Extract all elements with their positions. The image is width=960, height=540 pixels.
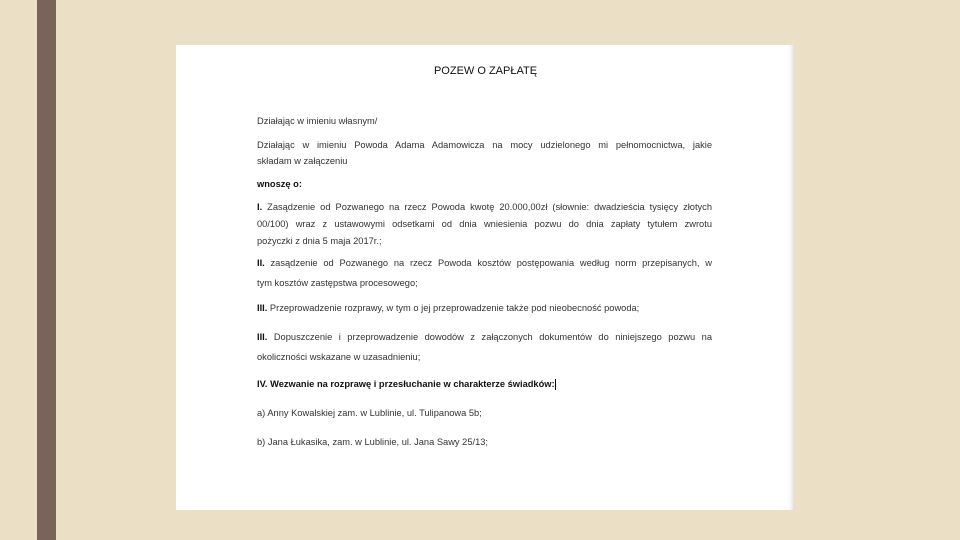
section-heading: wnoszę o: (257, 179, 302, 189)
text-line: Działając w imieniu własnym/ (257, 116, 378, 126)
claim-number: II. (257, 258, 265, 268)
text: Zasądzenie od Pozwanego na rzecz Powoda kwotę 20.000,00zł (słownie: dwadzieścia tysięcy złotych (262, 202, 712, 212)
claim-1 (257, 202, 712, 212)
text-cursor (555, 379, 556, 390)
text: Przeprowadzenie rozprawy, w tym o jej przeprowadzenie także pod nieobecność powoda; (267, 303, 640, 313)
text-line: tym kosztów zastępstwa procesowego; (257, 278, 418, 288)
document-title: POZEW O ZAPŁATĘ (433, 65, 538, 77)
text: zasądzenie od Pozwanego na rzecz Powoda kosztów postępowania według norm przepisanych, w (264, 258, 712, 268)
text-line: okoliczności wskazane w uzasadnieniu; (257, 352, 421, 362)
text: Dopuszczenie i przeprowadzenie dowodów z załączonych dokumentów do niniejszego pozwu na (267, 332, 712, 342)
text-line: składam w załączeniu (257, 156, 348, 166)
text-line: pożyczki z dnia 5 maja 2017r.; (257, 236, 382, 246)
claim-number: I. (257, 202, 263, 212)
text-line: Działając w imieniu Powoda Adama Adamowicza na mocy udzielonego mi pełnomocnictwa, jakie (257, 140, 712, 150)
claim-number: III. (257, 303, 268, 313)
witness-1: a) Anny Kowalskiej zam. w Lublinie, ul. Tulipanowa 5b; (257, 408, 482, 418)
claim-3 (257, 303, 712, 313)
witness-2: b) Jana Łukasika, zam. w Lublinie, ul. Jana Sawy 25/13; (257, 437, 489, 447)
document-page[interactable] (176, 45, 795, 510)
text-line: 00/100) wraz z ustawowymi odsetkami od dnia wniesienia pozwu do dnia zapłaty tytułem zwrotu (257, 219, 712, 229)
claim-number: III. (257, 332, 268, 342)
claim-4 (257, 332, 712, 342)
text: IV. Wezwanie na rozprawę i przesłuchanie w charakterze świadków: (257, 379, 555, 389)
claim-2 (257, 258, 712, 268)
claim-5 (257, 379, 712, 390)
decorative-side-bar (37, 0, 56, 540)
